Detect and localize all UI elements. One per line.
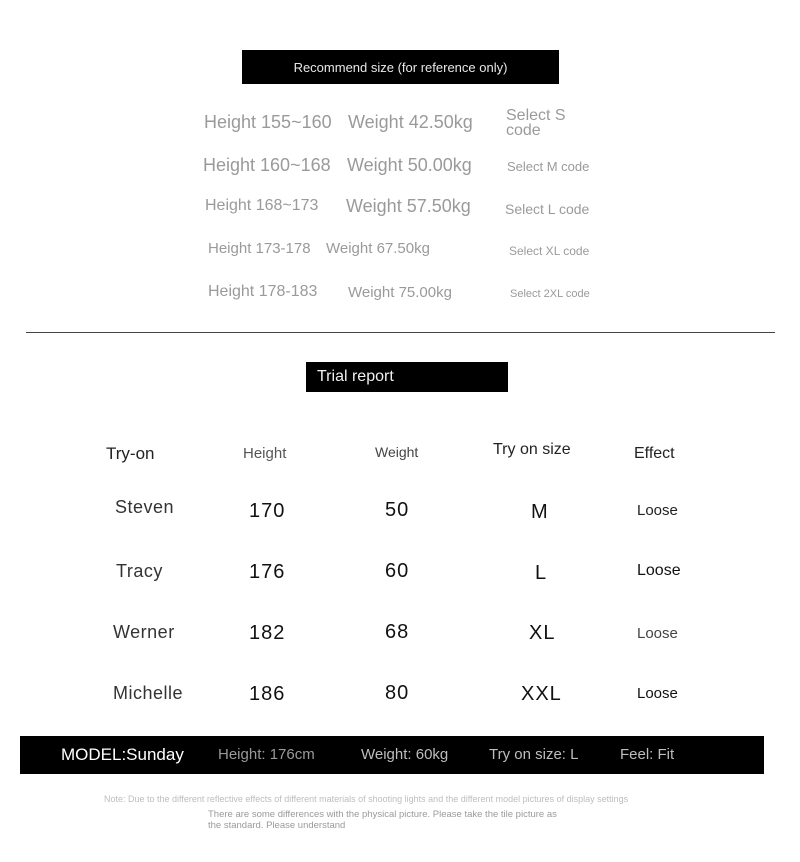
model-info-bar	[20, 736, 764, 774]
table-row-2-height: 176	[249, 561, 286, 583]
trial-report-title: Trial report	[317, 368, 394, 385]
table-row-1-size: M	[531, 501, 549, 523]
size-row-3-height: Height 168~173	[205, 197, 319, 214]
size-row-5-height: Height 178-183	[208, 283, 318, 300]
header-tryon: Try-on	[106, 444, 155, 463]
table-row-4-effect: Loose	[637, 685, 678, 702]
model-size: Try on size: L	[489, 746, 579, 763]
table-row-1-height: 170	[249, 500, 286, 522]
header-effect: Effect	[634, 445, 675, 462]
trial-report-banner	[306, 362, 508, 392]
note-line-3: the standard. Please understand	[208, 820, 346, 831]
model-feel: Feel: Fit	[620, 746, 675, 763]
table-row-4-size: XXL	[521, 683, 562, 705]
size-row-1-weight: Weight 42.50kg	[348, 112, 473, 132]
table-row-2-weight: 60	[385, 560, 410, 582]
size-row-4-weight: Weight 67.50kg	[326, 240, 430, 257]
table-row-2-size: L	[535, 562, 548, 584]
table-row-1-name: Steven	[115, 497, 175, 517]
table-row-1-effect: Loose	[637, 502, 678, 519]
model-name: MODEL:Sunday	[61, 745, 184, 764]
model-height: Height: 176cm	[218, 746, 315, 763]
header-height: Height	[243, 445, 287, 462]
recommend-size-banner	[242, 50, 559, 84]
size-row-1-height: Height 155~160	[204, 112, 332, 132]
size-row-3-select: Select L code	[505, 201, 590, 217]
size-row-4-select: Select XL code	[509, 244, 590, 258]
note-line-1: Note: Due to the different reflective effects of different materials of shooting lights and the different model pictures of display settings	[104, 794, 629, 804]
table-row-3-weight: 68	[385, 621, 410, 643]
table-row-4-name: Michelle	[113, 683, 184, 703]
table-row-4-height: 186	[249, 683, 286, 705]
size-row-4-height: Height 173-178	[208, 240, 311, 257]
table-row-3-name: Werner	[113, 622, 175, 642]
table-row-3-effect: Loose	[637, 625, 678, 642]
size-row-2-select: Select M code	[507, 159, 590, 174]
size-row-2-weight: Weight 50.00kg	[347, 155, 472, 175]
size-row-3-weight: Weight 57.50kg	[346, 196, 471, 216]
size-row-2-height: Height 160~168	[203, 155, 331, 175]
table-row-3-size: XL	[529, 622, 556, 644]
size-row-5-select: Select 2XL code	[510, 288, 590, 300]
table-row-3-height: 182	[249, 622, 286, 644]
note-line-2: There are some differences with the physical picture. Please take the tile picture as	[208, 809, 557, 820]
header-size: Try on size	[493, 441, 571, 458]
header-weight: Weight	[375, 444, 419, 460]
table-row-2-name: Tracy	[116, 561, 163, 581]
model-weight: Weight: 60kg	[361, 746, 449, 763]
table-row-2-effect: Loose	[637, 562, 681, 579]
recommend-size-title: Recommend size (for reference only)	[293, 59, 508, 75]
table-row-4-weight: 80	[385, 682, 410, 704]
table-row-1-weight: 50	[385, 499, 410, 521]
section-divider	[26, 332, 775, 333]
size-row-1-select: Select S code	[506, 107, 566, 139]
size-row-5-weight: Weight 75.00kg	[348, 284, 452, 301]
